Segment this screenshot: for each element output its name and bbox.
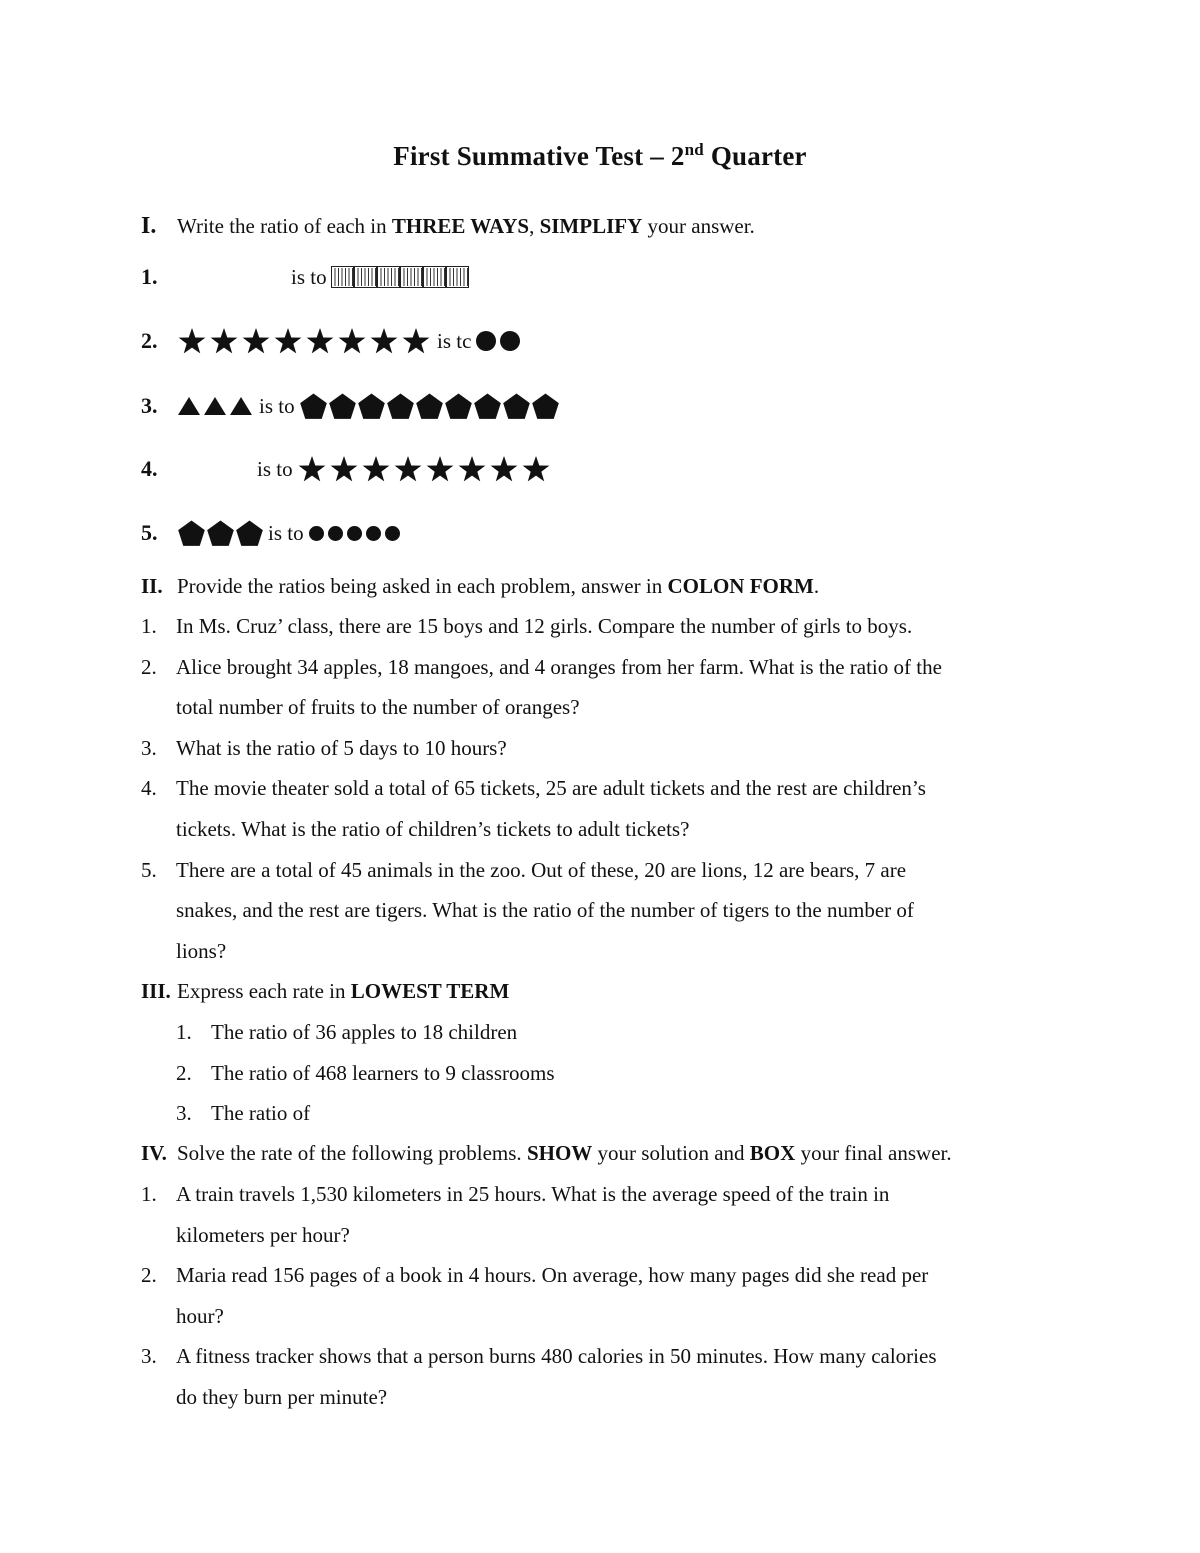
section-1-numeral: I. bbox=[141, 213, 157, 239]
right-shape-group bbox=[297, 454, 553, 484]
item-number: 2. bbox=[176, 1060, 192, 1085]
star-icon bbox=[401, 326, 431, 356]
star-icon bbox=[369, 326, 399, 356]
star-icon bbox=[209, 326, 239, 356]
pentagon-icon bbox=[502, 392, 531, 421]
question-text: lions? bbox=[176, 938, 227, 963]
section-1-bold-1: THREE WAYS bbox=[391, 214, 530, 238]
star-icon bbox=[273, 326, 303, 356]
section-2-text: Provide the ratios being asked in each problem, answer in bbox=[177, 574, 668, 598]
right-shape-group bbox=[331, 266, 469, 288]
is-to-label: is to bbox=[259, 393, 295, 418]
item-number: 3. bbox=[141, 1344, 157, 1369]
star-icon bbox=[457, 454, 487, 484]
ratio-item bbox=[141, 386, 560, 426]
section-4-numeral: IV. bbox=[141, 1141, 167, 1165]
item-number: 5. bbox=[141, 520, 158, 545]
question-text: What is the ratio of 5 days to 10 hours? bbox=[176, 735, 507, 760]
title-tail: Quarter bbox=[703, 141, 807, 171]
star-icon bbox=[305, 326, 335, 356]
is-to-label: is to bbox=[291, 264, 327, 289]
left-shape-group bbox=[177, 394, 255, 418]
is-to-label: is to bbox=[268, 520, 304, 545]
small-circle-icon bbox=[308, 525, 325, 542]
triangle-icon bbox=[177, 394, 201, 418]
small-circle-icon bbox=[346, 525, 363, 542]
section-4-text: Solve the rate of the following problems. bbox=[177, 1141, 527, 1165]
ratio-item bbox=[141, 257, 469, 297]
section-2-bold: COLON FORM bbox=[667, 574, 814, 598]
section-2-heading bbox=[141, 573, 819, 599]
star-icon bbox=[297, 454, 327, 484]
pentagon-icon bbox=[206, 519, 235, 548]
small-circle-icon bbox=[384, 525, 401, 542]
section-3-heading bbox=[141, 978, 509, 1004]
section-4-text-end: your final answer. bbox=[795, 1141, 952, 1165]
pentagon-icon bbox=[444, 392, 473, 421]
star-icon bbox=[521, 454, 551, 484]
section-2-text-end: . bbox=[813, 574, 820, 598]
pentagon-icon bbox=[177, 519, 206, 548]
star-icon bbox=[361, 454, 391, 484]
ratio-item bbox=[141, 513, 403, 553]
is-to-label: is to bbox=[257, 456, 293, 481]
striped-rectangle-icon bbox=[377, 266, 400, 288]
item-number: 2. bbox=[141, 328, 158, 353]
page-title bbox=[0, 140, 1200, 172]
item-number: 3. bbox=[141, 393, 158, 418]
striped-rectangle-icon bbox=[331, 266, 354, 288]
question-text: A fitness tracker shows that a person burns 480 calories in 50 minutes. How many calories bbox=[176, 1344, 937, 1369]
question-text: The ratio of 468 learners to 9 classrooms bbox=[211, 1060, 555, 1085]
left-shape-group bbox=[177, 326, 433, 356]
item-number: 1. bbox=[141, 614, 157, 638]
star-icon bbox=[425, 454, 455, 484]
ratio-item bbox=[141, 449, 553, 489]
item-number: 1. bbox=[141, 1182, 157, 1206]
question-text: total number of fruits to the number of oranges? bbox=[176, 695, 580, 720]
section-3-numeral: III. bbox=[141, 979, 171, 1003]
pentagon-icon bbox=[357, 392, 386, 421]
section-2-numeral: II. bbox=[141, 574, 163, 598]
striped-rectangle-icon bbox=[354, 266, 377, 288]
question-text: The ratio of 36 apples to 18 children bbox=[211, 1020, 518, 1044]
section-1-text-end: your answer. bbox=[642, 214, 755, 238]
item-number: 5. bbox=[141, 857, 157, 882]
ratio-item bbox=[141, 321, 523, 361]
pentagon-icon bbox=[386, 392, 415, 421]
section-1-bold-2: SIMPLIFY bbox=[539, 214, 643, 238]
section-1-sep: , bbox=[529, 214, 540, 238]
star-icon bbox=[329, 454, 359, 484]
item-number: 4. bbox=[141, 456, 158, 481]
question-text: Maria read 156 pages of a book in 4 hours. On average, how many pages did she read per bbox=[176, 1263, 929, 1288]
question-text: A train travels 1,530 kilometers in 25 hours. What is the average speed of the train in bbox=[176, 1182, 890, 1206]
star-icon bbox=[337, 326, 367, 356]
striped-rectangle-icon bbox=[446, 266, 469, 288]
question-text: tickets. What is the ratio of children’s tickets to adult tickets? bbox=[176, 817, 690, 841]
pentagon-icon bbox=[415, 392, 444, 421]
star-icon bbox=[241, 326, 271, 356]
circle-icon bbox=[475, 330, 497, 352]
question-text: snakes, and the rest are tigers. What is the ratio of the number of tigers to the number of bbox=[176, 898, 914, 923]
section-3-text: Express each rate in bbox=[177, 979, 351, 1003]
striped-rectangle-icon bbox=[423, 266, 446, 288]
left-shape-group bbox=[177, 519, 264, 548]
title-main: First Summative Test – 2 bbox=[393, 141, 685, 171]
star-icon bbox=[177, 326, 207, 356]
pentagon-icon bbox=[531, 392, 560, 421]
question-text: The ratio of bbox=[211, 1101, 311, 1126]
item-number: 3. bbox=[176, 1101, 192, 1126]
section-3-bold: LOWEST TERM bbox=[350, 979, 510, 1003]
section-4-bold-1: SHOW bbox=[526, 1141, 593, 1165]
item-number: 3. bbox=[141, 735, 157, 760]
small-circle-icon bbox=[365, 525, 382, 542]
item-number: 2. bbox=[141, 654, 157, 679]
question-text: Alice brought 34 apples, 18 mangoes, and 4 oranges from her farm. What is the ratio of the bbox=[176, 654, 942, 679]
question-text: kilometers per hour? bbox=[176, 1222, 350, 1247]
item-number: 4. bbox=[141, 776, 157, 801]
question-text: The movie theater sold a total of 65 tickets, 25 are adult tickets and the rest are children’s bbox=[176, 776, 926, 801]
section-1-text: Write the ratio of each in bbox=[177, 214, 392, 238]
pentagon-icon bbox=[299, 392, 328, 421]
section-4-text-mid: your solution and bbox=[592, 1141, 750, 1165]
circle-icon bbox=[499, 330, 521, 352]
pentagon-icon bbox=[235, 519, 264, 548]
right-shape-group bbox=[299, 392, 560, 421]
question-text: There are a total of 45 animals in the zoo. Out of these, 20 are lions, 12 are bears, 7 are bbox=[176, 857, 907, 882]
pentagon-icon bbox=[473, 392, 502, 421]
triangle-icon bbox=[229, 394, 253, 418]
section-4-bold-2: BOX bbox=[749, 1141, 796, 1165]
right-shape-group bbox=[308, 525, 403, 542]
right-shape-group bbox=[475, 330, 523, 352]
item-number: 1. bbox=[141, 264, 158, 289]
star-icon bbox=[489, 454, 519, 484]
question-text: In Ms. Cruz’ class, there are 15 boys and 12 girls. Compare the number of girls to boys. bbox=[176, 614, 913, 638]
title-superscript: nd bbox=[684, 140, 704, 159]
triangle-icon bbox=[203, 394, 227, 418]
star-icon bbox=[393, 454, 423, 484]
item-number: 1. bbox=[176, 1020, 192, 1044]
section-1-heading bbox=[141, 213, 755, 239]
is-to-label: is tc bbox=[437, 328, 472, 353]
pentagon-icon bbox=[328, 392, 357, 421]
question-text: do they burn per minute? bbox=[176, 1385, 388, 1409]
small-circle-icon bbox=[327, 525, 344, 542]
striped-rectangle-icon bbox=[400, 266, 423, 288]
section-4-heading bbox=[141, 1140, 952, 1166]
item-number: 2. bbox=[141, 1263, 157, 1288]
question-text: hour? bbox=[176, 1303, 224, 1328]
